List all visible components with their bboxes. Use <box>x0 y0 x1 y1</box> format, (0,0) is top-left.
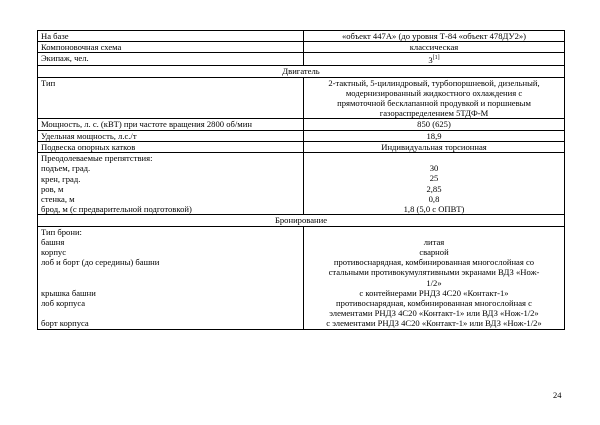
crew-label: Экипаж, чел. <box>38 53 304 66</box>
obstacle-label: крен, град. <box>41 173 81 184</box>
obstacles-labels <box>38 153 304 215</box>
section-engine-heading: Двигатель <box>38 66 565 77</box>
hull-front-label: лоб корпуса <box>41 297 86 308</box>
table-row <box>38 31 565 42</box>
table-row <box>38 42 565 53</box>
obstacles-values <box>304 153 565 215</box>
section-row <box>38 215 565 226</box>
engine-type-line: прямоточной бесклапанной продувкой и поршневым <box>337 98 531 109</box>
section-row <box>38 66 565 77</box>
layout-label: Компоновочная схема <box>38 42 304 53</box>
roof-label: крышка башни <box>41 287 96 298</box>
table-row <box>38 130 565 141</box>
crew-value-cell <box>304 53 565 66</box>
engine-type-value <box>304 77 565 119</box>
front-label: лоб и борт (до середины) башни <box>41 257 160 268</box>
table-row <box>38 53 565 66</box>
front-value-line: противоснарядная, комбинированная многослойная со <box>333 257 535 268</box>
specific-power-value: 18,9 <box>304 130 565 141</box>
power-label: Мощность, л. с. (кВТ) при частоте вращения 2800 об/мин <box>38 119 304 130</box>
obstacles-header: Преодолеваемые препятствия: <box>41 153 153 164</box>
turret-value: литая <box>423 236 445 247</box>
hull-label: корпус <box>41 246 67 257</box>
armor-header: Тип брони: <box>41 226 82 237</box>
front-value-line: 1/2» <box>426 277 442 288</box>
turret-label: башня <box>41 236 65 247</box>
specific-power-label: Удельная мощность, л.с./т <box>38 130 304 141</box>
engine-type-line: 2-тактный, 5-цилиндровый, турбопоршневой, дизельный, <box>328 77 540 88</box>
suspension-value: Индивидуальная торсионная <box>304 141 565 152</box>
crew-value: 3 <box>428 55 433 66</box>
armor-values <box>304 226 565 329</box>
roof-value: с контейнерами РНДЗ 4С20 «Контакт-1» <box>359 287 509 298</box>
armor-labels <box>38 226 304 329</box>
table-row <box>38 153 565 215</box>
page-number: 24 <box>553 390 562 400</box>
obstacle-value: 2,85 <box>426 183 442 194</box>
hull-value: сварной <box>419 246 449 257</box>
table-row <box>38 77 565 119</box>
table-row <box>38 141 565 152</box>
power-value: 850 (625) <box>304 119 565 130</box>
engine-type-line: модернизированный жидкостного охлаждения с <box>345 87 523 98</box>
obstacle-value: 30 <box>429 163 439 174</box>
front-value-line: стальными противокумулятивными экранами ВДЗ «Нож- <box>328 267 540 278</box>
obstacle-label: брод, м (с предварительной подготовкой) <box>41 204 192 215</box>
obstacle-label: ров, м <box>41 183 64 194</box>
hull-front-value-line: элементами РНДЗ 4С20 «Контакт-1» или ВДЗ «Нож-1/2» <box>329 308 539 319</box>
specifications-table <box>37 30 565 330</box>
obstacle-label: подъем, град. <box>41 163 91 174</box>
obstacle-label: стенка, м <box>41 193 75 204</box>
engine-type-line: газораспределением 5ТДФ-М <box>379 108 489 119</box>
table-row <box>38 119 565 130</box>
base-label: На базе <box>38 31 304 42</box>
suspension-label: Подвеска опорных катков <box>38 141 304 152</box>
base-value: «объект 447А» (до уровня Т-84 «объект 478ДУ2») <box>304 31 565 42</box>
section-armor-heading: Бронирование <box>38 215 565 226</box>
hull-front-value-line: противоснарядная, комбинированная многослойная с <box>336 297 532 308</box>
layout-value: классическая <box>304 42 565 53</box>
obstacle-value: 25 <box>429 173 439 184</box>
hull-side-value: с элементами РНДЗ 4С20 «Контакт-1» или ВДЗ «Нож-1/2» <box>326 318 542 329</box>
obstacle-value: 1,8 (5,0 с ОПВТ) <box>403 204 465 215</box>
engine-type-label: Тип <box>38 77 304 119</box>
obstacle-value: 0,8 <box>428 193 440 204</box>
crew-footnote-mark[interactable]: [1] <box>432 55 440 62</box>
table-row <box>38 226 565 329</box>
hull-side-label: борт корпуса <box>41 318 89 329</box>
